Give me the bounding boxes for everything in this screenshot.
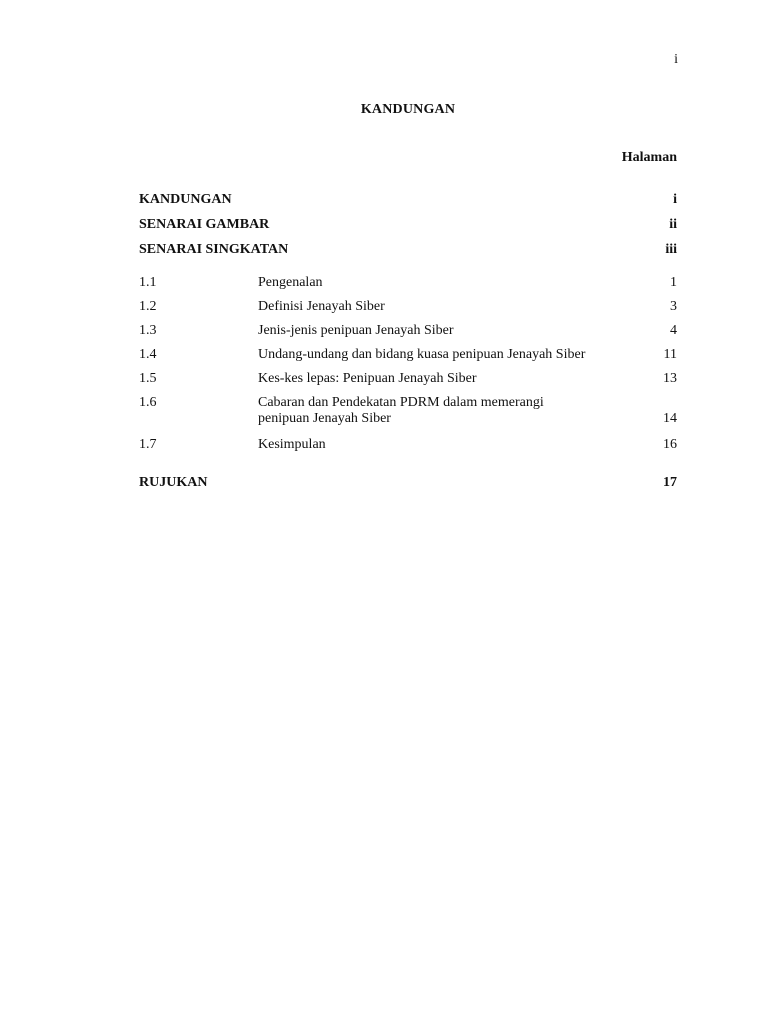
section-number: 1.4 <box>139 347 157 362</box>
section-number: 1.7 <box>139 437 157 452</box>
section-number: 1.3 <box>139 323 157 338</box>
toc-entry-label: SENARAI SINGKATAN <box>139 242 289 257</box>
toc-entry-label: RUJUKAN <box>139 475 208 490</box>
toc-entry-senarai-gambar[interactable] <box>139 217 677 233</box>
section-title: Cabaran dan Pendekatan PDRM dalam memerangi penipuan Jenayah Siber <box>258 395 544 426</box>
section-number: 1.2 <box>139 299 157 314</box>
section-page: 4 <box>670 323 677 338</box>
section-title: Undang-undang dan bidang kuasa penipuan Jenayah Siber <box>258 347 586 362</box>
page-column-header: Halaman <box>621 150 677 165</box>
section-page: 11 <box>663 347 677 362</box>
section-title: Definisi Jenayah Siber <box>258 299 385 314</box>
section-page: 14 <box>663 411 677 426</box>
toc-entry-page: 17 <box>663 475 677 490</box>
section-number: 1.5 <box>139 371 157 386</box>
section-title: Kesimpulan <box>258 437 326 452</box>
section-title: Pengenalan <box>258 275 323 290</box>
toc-entry-label: SENARAI GAMBAR <box>139 217 270 232</box>
section-page: 16 <box>663 437 677 452</box>
section-page: 3 <box>670 299 677 314</box>
section-number: 1.6 <box>139 395 157 410</box>
section-page: 1 <box>670 275 677 290</box>
page-number: i <box>674 52 678 67</box>
section-page: 13 <box>663 371 677 386</box>
toc-entry-label: KANDUNGAN <box>139 192 232 207</box>
toc-entry-page: ii <box>669 217 677 232</box>
section-title: Jenis-jenis penipuan Jenayah Siber <box>258 323 454 338</box>
section-number: 1.1 <box>139 275 157 290</box>
toc-entry-rujukan[interactable] <box>139 475 677 491</box>
toc-entry-page: iii <box>665 242 677 257</box>
toc-entry-senarai-singkatan[interactable] <box>139 242 677 258</box>
section-title: Kes-kes lepas: Penipuan Jenayah Siber <box>258 371 477 386</box>
toc-entry-page: i <box>673 192 677 207</box>
page-title: KANDUNGAN <box>360 102 456 117</box>
toc-entry-kandungan[interactable] <box>139 192 677 208</box>
